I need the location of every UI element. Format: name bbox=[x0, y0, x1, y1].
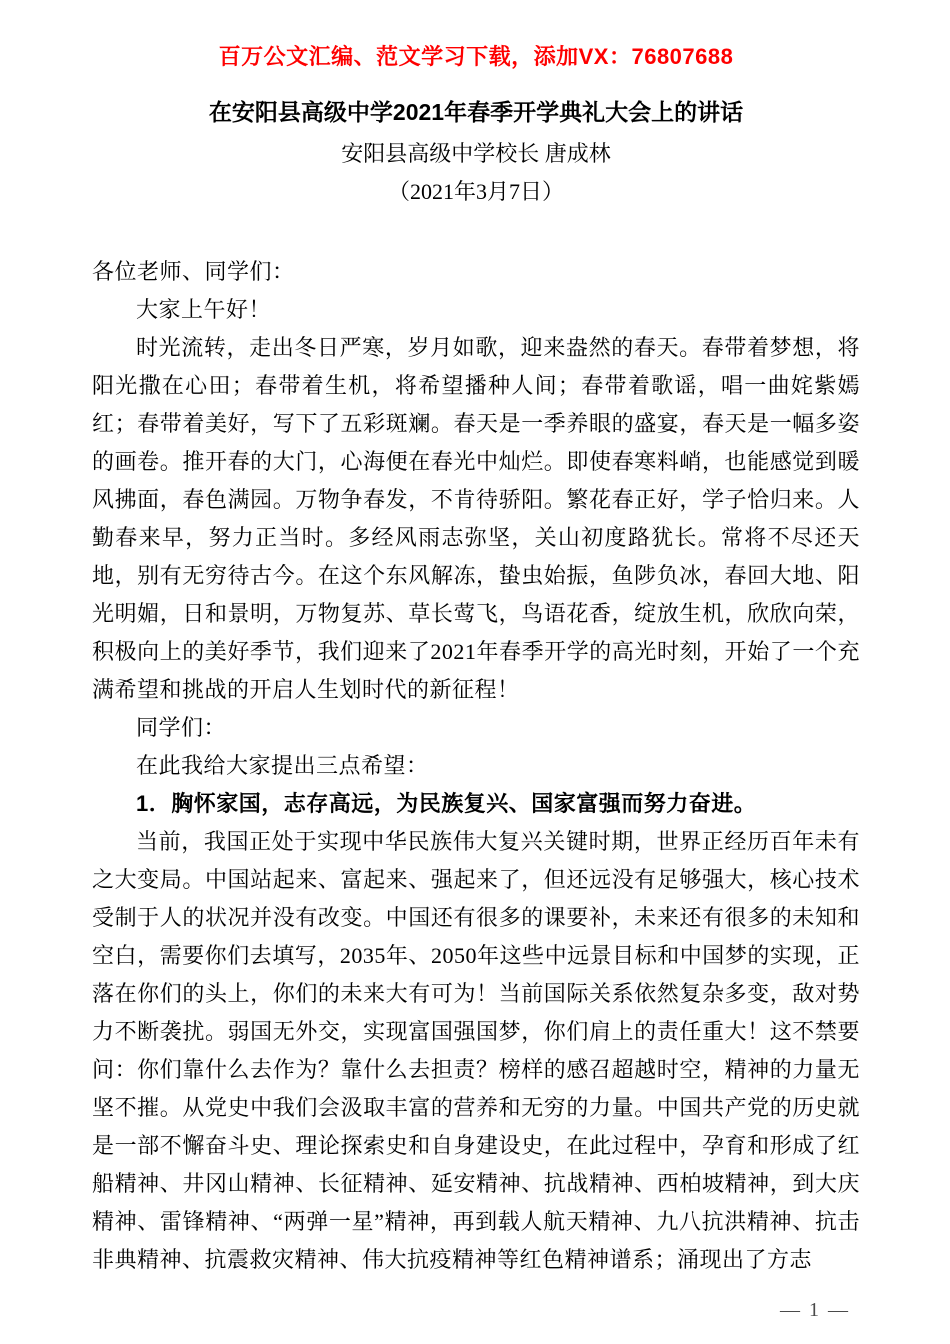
paragraph: 在此我给大家提出三点希望： bbox=[136, 753, 429, 778]
promo-banner: 百万公文汇编、范文学习下载，添加VX：76807688 bbox=[218, 44, 734, 69]
paragraph: 各位老师、同学们： bbox=[92, 259, 295, 284]
paragraph: 时光流转，走出冬日严寒，岁月如歌，迎来盎然的春天。春带着梦想，将阳光撒在心田；春带着生机，将希望播种人间；春带着歌谣，唱一曲姹紫嫣红；春带着美好，写下了五彩斑斓。春天是一季养眼的盛宴，春天是一幅多姿的画卷。推开春的大门，心海便在春光中灿烂。即使春寒料峭，也能感觉到暖风拂面，春色满园。万物争春发，不肯待骄阳。繁花春正好，学子恰归来。人勤春来早，努力正当时。多经风雨志弥坚，关山初度路犹长。常将不尽还天地，别有无穷待古今。在这个东风解冻，蛰虫始振，鱼陟负冰，春回大地、阳光明媚，日和景明，万物复苏、草长莺飞，鸟语花香，绽放生机，欣欣向荣，积极向上的美好季节，我们迎来了2021年春季开学的高光时刻，开始了一个充满希望和挑战的开启人生划时代的新征程！ bbox=[92, 335, 860, 702]
document-title: 在安阳县高级中学2021年春季开学典礼大会上的讲话 bbox=[208, 99, 744, 125]
document-date-line: （2021年3月7日） bbox=[387, 179, 564, 204]
document-body bbox=[92, 253, 860, 1279]
section-heading: 1．胸怀家国，志存高远，为民族复兴、国家富强而努力奋进。 bbox=[136, 791, 757, 816]
paragraph: 同学们： bbox=[136, 715, 227, 740]
page-number: — 1 — bbox=[780, 1299, 850, 1321]
paragraph: 大家上午好！ bbox=[136, 297, 272, 322]
paragraph: 当前，我国正处于实现中华民族伟大复兴关键时期，世界正经历百年未有之大变局。中国站起来、富起来、强起来了，但还远没有足够强大，核心技术受制于人的状况并没有改变。中国还有很多的课要补，未来还有很多的未知和空白，需要你们去填写，2035年、2050年这些中远景目标和中国梦的实现，正落在你们的头上，你们的未来大有可为！当前国际关系依然复杂多变，敌对势力不断袭扰。弱国无外交，实现富国强国梦，你们肩上的责任重大！这不禁要问：你们靠什么去作为？靠什么去担责？榜样的感召超越时空，精神的力量无坚不摧。从党史中我们会汲取丰富的营养和无穷的力量。中国共产党的历史就是一部不懈奋斗史、理论探索史和自身建设史，在此过程中，孕育和形成了红船精神、井冈山精神、长征精神、延安精神、抗战精神、西柏坡精神，到大庆精神、雷锋精神、“两弹一星”精神，再到载人航天精神、九八抗洪精神、抗击非典精神、抗震救灾精神、伟大抗疫精神等红色精神谱系；涌现出了方志 bbox=[92, 829, 860, 1272]
document-author-line: 安阳县高级中学校长 唐成林 bbox=[341, 141, 611, 166]
